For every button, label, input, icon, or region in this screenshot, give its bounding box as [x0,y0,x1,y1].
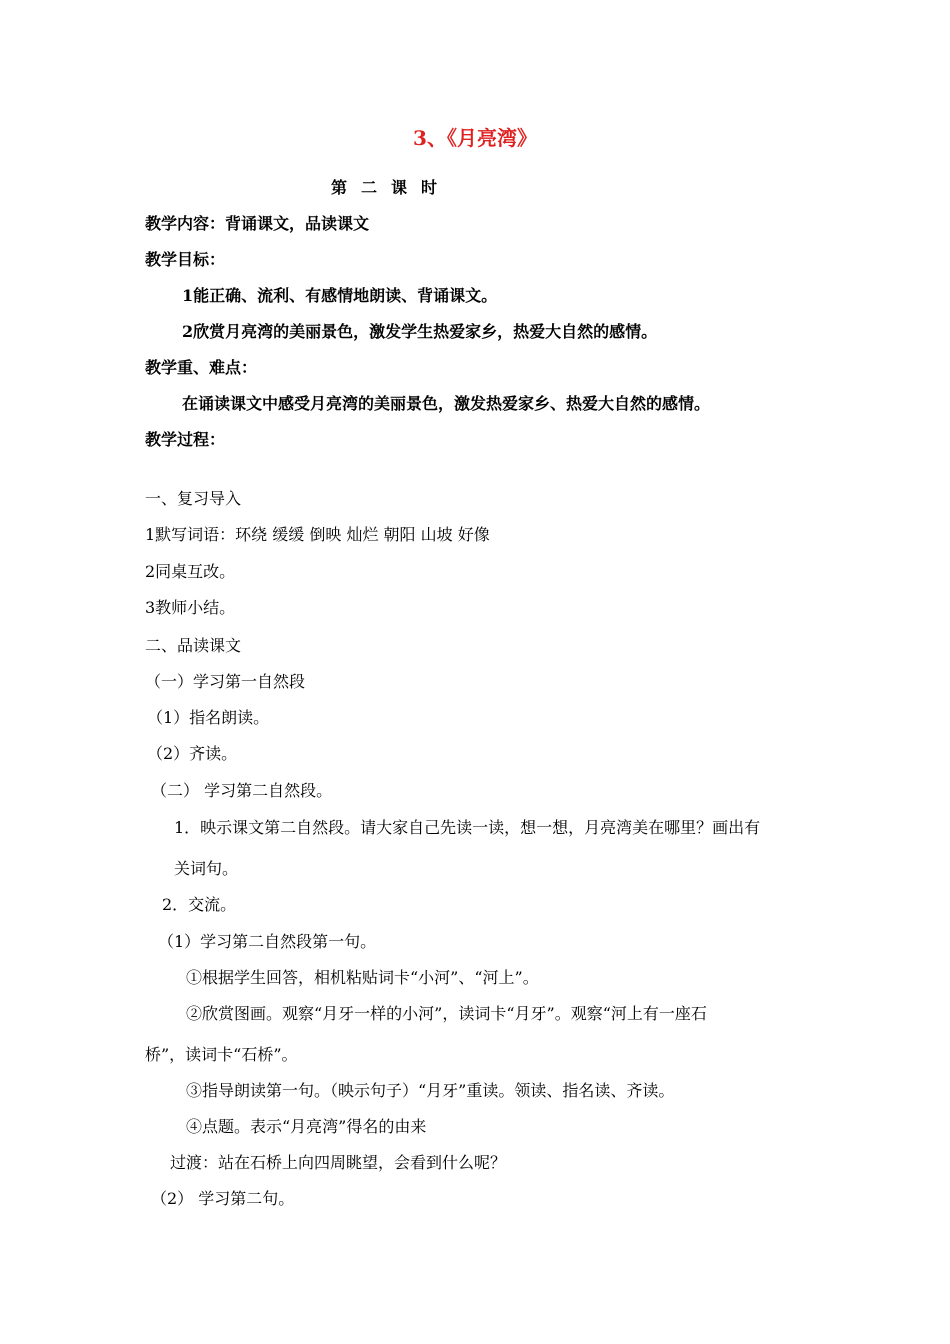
section-heading: 二、品读课文 [145,636,242,655]
list-item: 2．交流。 [162,895,237,914]
section-heading: 一、复习导入 [145,489,242,508]
document-title: 3、《月亮湾》 [413,126,537,150]
list-item: （2）齐读。 [147,744,238,763]
keypoints-text: 在诵读课文中感受月亮湾的美丽景色，激发热爱家乡、热爱大自然的感情。 [182,394,711,413]
paragraph-line: 桥”，读词卡“石桥”。 [145,1045,298,1064]
goal-item: 2欣赏月亮湾的美丽景色，激发学生热爱家乡，热爱大自然的感情。 [182,322,658,341]
paragraph-line: ②欣赏图画。观察“月牙一样的小河”，读词卡“月牙”。观察“河上有一座石 [186,1004,707,1023]
list-item: 3教师小结。 [145,598,236,617]
subsection-heading: （二） 学习第二自然段。 [151,781,333,800]
goals-heading: 教学目标： [145,250,226,269]
subsection-heading: （2） 学习第二句。 [151,1189,295,1208]
list-item: ③指导朗读第一句。（映示句子）“月牙”重读。领读、指名读、齐读。 [186,1081,675,1100]
subsection-heading: （1）学习第二自然段第一句。 [158,932,377,951]
paragraph-line: 1．映示课文第二自然段。请大家自己先读一读，想一想，月亮湾美在哪里？画出有 [174,818,761,837]
paragraph-line: 关词句。 [174,859,239,878]
list-item: 1默写词语：环绕 缓缓 倒映 灿烂 朝阳 山坡 好像 [145,525,490,544]
list-item: ④点题。表示“月亮湾”得名的由来 [186,1117,427,1136]
transition-text: 过渡：站在石桥上向四周眺望，会看到什么呢？ [170,1153,507,1172]
goal-item: 1能正确、流利、有感情地朗读、背诵课文。 [182,286,498,305]
list-item: ①根据学生回答，相机粘贴词卡“小河”、“河上”。 [186,968,539,987]
lesson-subtitle: 第二课时 [331,178,452,197]
teaching-content: 教学内容：背诵课文，品读课文 [145,214,370,233]
subsection-heading: （一）学习第一自然段 [145,672,306,691]
list-item: （1）指名朗读。 [147,708,270,727]
process-heading: 教学过程： [145,430,226,449]
keypoints-heading: 教学重、难点： [145,358,258,377]
list-item: 2同桌互改。 [145,562,236,581]
